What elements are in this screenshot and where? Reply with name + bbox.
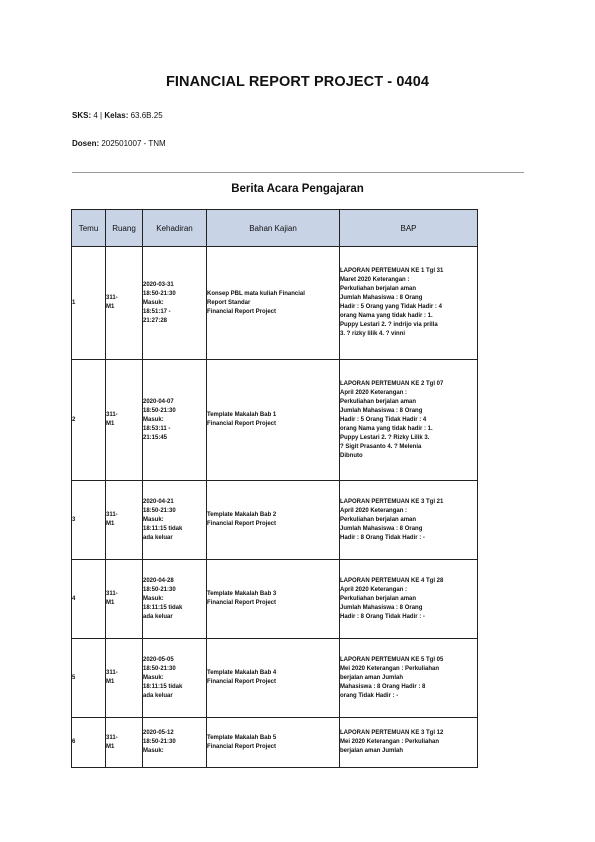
bap-text: LAPORAN PERTEMUAN KE 1 Tgl 31 Maret 2020 Keterangan : Perkuliahan berjalan aman Jumlah Mahasiswa : 8 Orang Hadir : 5 Orang yang Tidak Hadir : 4 orang Nama yang tidak hadir : 1. Puppy Lestari 2. ? indrijo via prilla 3. ? rizky lilik 4. ? vinni — [340, 268, 444, 337]
attendance-text: 2020-04-21 18:50-21:30 Masuk: 18:11:15 tidak ada keluar — [143, 498, 183, 541]
cell-ruang — [106, 247, 143, 360]
cell-temu: 6 — [72, 718, 106, 768]
cell-ruang — [106, 639, 143, 718]
dosen-label: Dosen: — [72, 139, 100, 148]
header-ruang: Ruang — [106, 210, 143, 247]
cell-kehadiran — [143, 247, 207, 360]
meta-separator: | — [100, 111, 103, 120]
header-temu: Temu — [72, 210, 106, 247]
dosen-value: 202501007 - TNM — [101, 139, 166, 148]
room-text: 311- M1 — [106, 412, 118, 427]
cell-bap — [340, 481, 478, 560]
cell-kehadiran — [143, 481, 207, 560]
cell-temu: 1 — [72, 247, 106, 360]
cell-bahan-kajian — [207, 560, 340, 639]
cell-bap — [340, 639, 478, 718]
attendance-text: 2020-05-05 18:50-21:30 Masuk: 18:11:15 tidak ada keluar — [143, 656, 183, 699]
topic-text: Template Makalah Bab 2 Financial Report Project — [207, 512, 277, 527]
table-row — [72, 718, 478, 768]
cell-temu: 5 — [72, 639, 106, 718]
attendance-text: 2020-05-12 18:50-21:30 Masuk: — [143, 730, 176, 754]
cell-temu: 3 — [72, 481, 106, 560]
cell-bahan-kajian — [207, 718, 340, 768]
cell-ruang — [106, 560, 143, 639]
cell-kehadiran — [143, 639, 207, 718]
bap-text: LAPORAN PERTEMUAN KE 4 Tgl 28 April 2020 Keterangan : Perkuliahan berjalan aman Jumlah Mahasiswa : 8 Orang Hadir : 8 Orang Tidak Hadir : - — [340, 577, 444, 620]
topic-text: Konsep PBL mata kuliah Financial Report Standar Financial Report Project — [207, 290, 305, 315]
cell-bahan-kajian — [207, 481, 340, 560]
document-title: FINANCIAL REPORT PROJECT - 0404 — [165, 74, 430, 90]
topic-text: Template Makalah Bab 3 Financial Report Project — [207, 591, 277, 606]
table-row — [72, 639, 478, 718]
sks-value: 4 — [93, 111, 98, 120]
room-text: 311- M1 — [106, 512, 118, 527]
cell-bahan-kajian — [207, 247, 340, 360]
cell-temu: 4 — [72, 560, 106, 639]
bap-text: LAPORAN PERTEMUAN KE 5 Tgl 05 Mei 2020 Keterangan : Perkuliahan berjalan aman Jumlah Mahasiswa : 8 Orang Hadir : 8 orang Tidak Hadir : - — [340, 656, 444, 699]
cell-bap — [340, 360, 478, 481]
header-bap: BAP — [340, 210, 478, 247]
attendance-text: 2020-04-07 18:50-21:30 Masuk: 18:53:11 - 21:15:45 — [143, 398, 176, 441]
divider — [72, 172, 524, 173]
cell-bap — [340, 560, 478, 639]
bap-text: LAPORAN PERTEMUAN KE 3 Tgl 12 Mei 2020 Keterangan : Perkuliahan berjalan aman Jumlah — [340, 730, 444, 754]
lecturer-meta — [72, 139, 166, 148]
room-text: 311- M1 — [106, 591, 118, 606]
cell-kehadiran — [143, 560, 207, 639]
cell-bap — [340, 718, 478, 768]
topic-text: Template Makalah Bab 5 Financial Report Project — [207, 734, 277, 750]
topic-text: Template Makalah Bab 4 Financial Report Project — [207, 670, 277, 685]
cell-bahan-kajian — [207, 360, 340, 481]
section-title: Berita Acara Pengajaran — [231, 183, 364, 195]
cell-kehadiran — [143, 360, 207, 481]
cell-kehadiran — [143, 718, 207, 768]
table-row — [72, 560, 478, 639]
table-header-row — [72, 210, 478, 247]
topic-text: Template Makalah Bab 1 Financial Report Project — [207, 412, 277, 427]
bap-text: LAPORAN PERTEMUAN KE 2 Tgl 07 April 2020 Keterangan : Perkuliahan berjalan aman Jumlah Mahasiswa : 8 Orang Hadir : 5 Orang Tidak Hadir : 4 orang Nama yang tidak hadir : 1. Puppy Lestari 2. ? Rizky Lilik 3. ? Sigit Prasanto 4. ? Melenia Dibnuto — [340, 380, 444, 459]
kelas-label: Kelas: — [104, 111, 129, 120]
bap-text: LAPORAN PERTEMUAN KE 3 Tgl 21 April 2020 Keterangan : Perkuliahan berjalan aman Jumlah Mahasiswa : 8 Orang Hadir : 8 Orang Tidak Hadir : - — [340, 498, 444, 541]
cell-ruang — [106, 360, 143, 481]
cell-bahan-kajian — [207, 639, 340, 718]
sks-label: SKS: — [72, 111, 92, 120]
room-text: 311- M1 — [106, 295, 118, 310]
teaching-report-table — [71, 209, 478, 768]
cell-ruang — [106, 481, 143, 560]
kelas-value: 63.6B.25 — [130, 111, 163, 120]
room-text: 311- M1 — [106, 734, 118, 750]
table-row — [72, 247, 478, 360]
attendance-text: 2020-03-31 18:50-21:30 Masuk: 18:51:17 - 21:27:28 — [143, 281, 176, 324]
table-row — [72, 481, 478, 560]
header-kehadiran: Kehadiran — [143, 210, 207, 247]
header-bahan-kajian: Bahan Kajian — [207, 210, 340, 247]
room-text: 311- M1 — [106, 670, 118, 685]
course-meta — [72, 111, 163, 120]
cell-temu: 2 — [72, 360, 106, 481]
cell-ruang — [106, 718, 143, 768]
cell-bap — [340, 247, 478, 360]
attendance-text: 2020-04-28 18:50-21:30 Masuk: 18:11:15 tidak ada keluar — [143, 577, 183, 620]
table-row — [72, 360, 478, 481]
